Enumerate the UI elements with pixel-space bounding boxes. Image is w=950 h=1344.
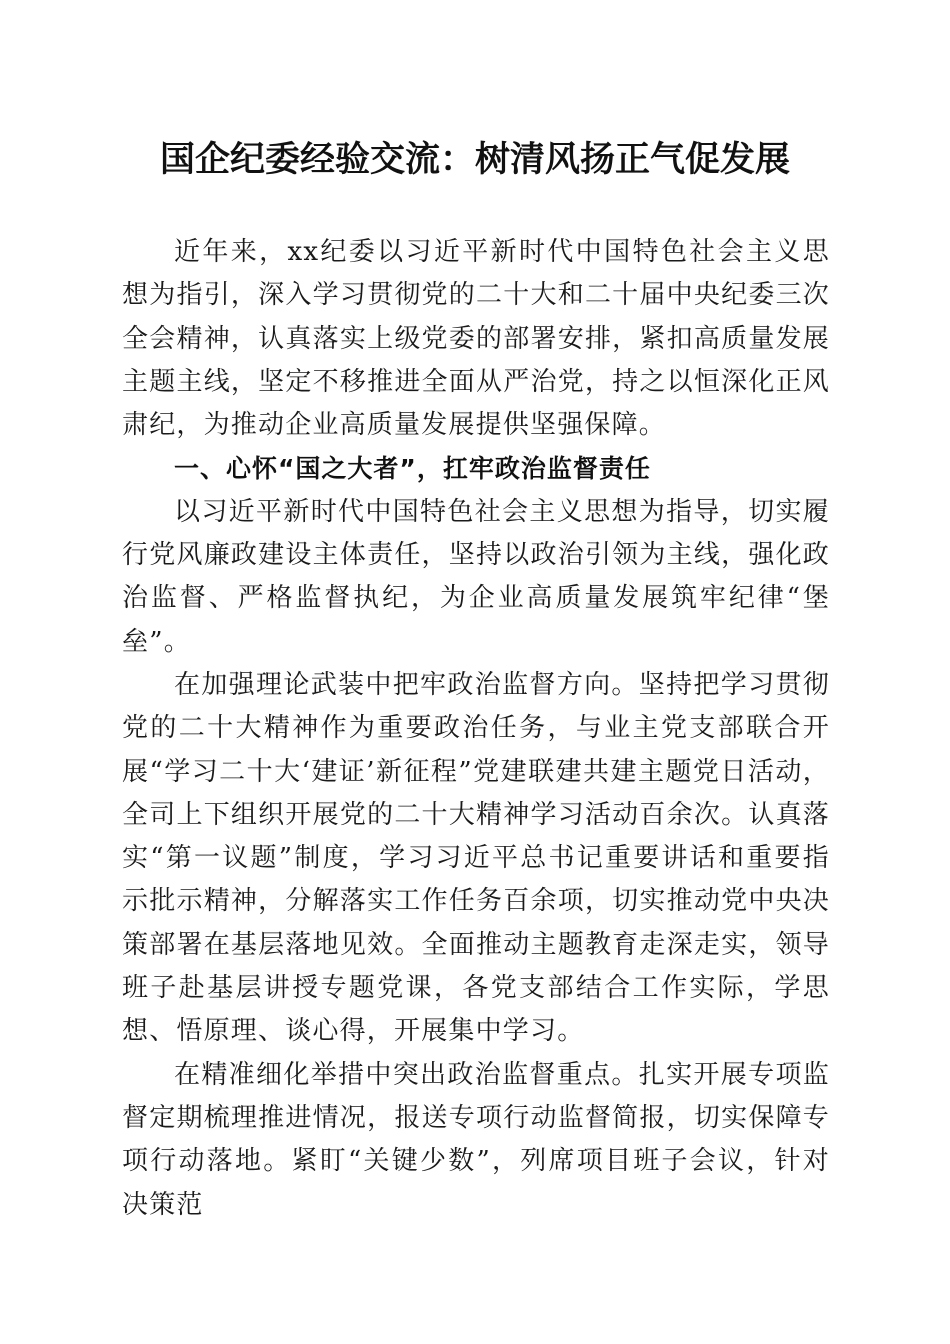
intro-paragraph: 近年来，xx纪委以习近平新时代中国特色社会主义思想为指引，深入学习贯彻党的二十大和二十届中央纪委三次全会精神，认真落实上级党委的部署安排，紧扣高质量发展主题主线，坚定不移推进全面从严治党，持之以恒深化正风肃纪，为推动企业高质量发展提供坚强保障。	[122, 237, 830, 441]
body-paragraph: 在加强理论武装中把牢政治监督方向。坚持把学习贯彻党的二十大精神作为重要政治任务，与业主党支部联合开展“学习二十大‘建证’新征程”党建联建共建主题党日活动，全司上下组织开展党的二十大精神学习活动百余次。认真落实“第一议题”制度，学习习近平总书记重要讲话和重要指示批示精神，分解落实工作任务百余项，切实推动党中央决策部署在基层落地见效。全面推动主题教育走深走实，领导班子赴基层讲授专题党课，各党支部结合工作实际，学思想、悟原理、谈心得，开展集中学习。	[122, 669, 830, 1047]
document-title: 国企纪委经验交流：树清风扬正气促发展	[159, 139, 790, 180]
document-body	[122, 231, 830, 1227]
section-heading: 一、心怀“国之大者”，扛牢政治监督责任	[174, 454, 651, 484]
body-paragraph: 以习近平新时代中国特色社会主义思想为指导，切实履行党风廉政建设主体责任，坚持以政治引领为主线，强化政治监督、严格监督执纪，为企业高质量发展筑牢纪律“堡垒”。	[122, 496, 830, 657]
body-paragraph: 在精准细化举措中突出政治监督重点。扎实开展专项监督定期梳理推进情况，报送专项行动监督简报，切实保障专项行动落地。紧盯“关键少数”，列席项目班子会议，针对决策范	[122, 1059, 830, 1220]
